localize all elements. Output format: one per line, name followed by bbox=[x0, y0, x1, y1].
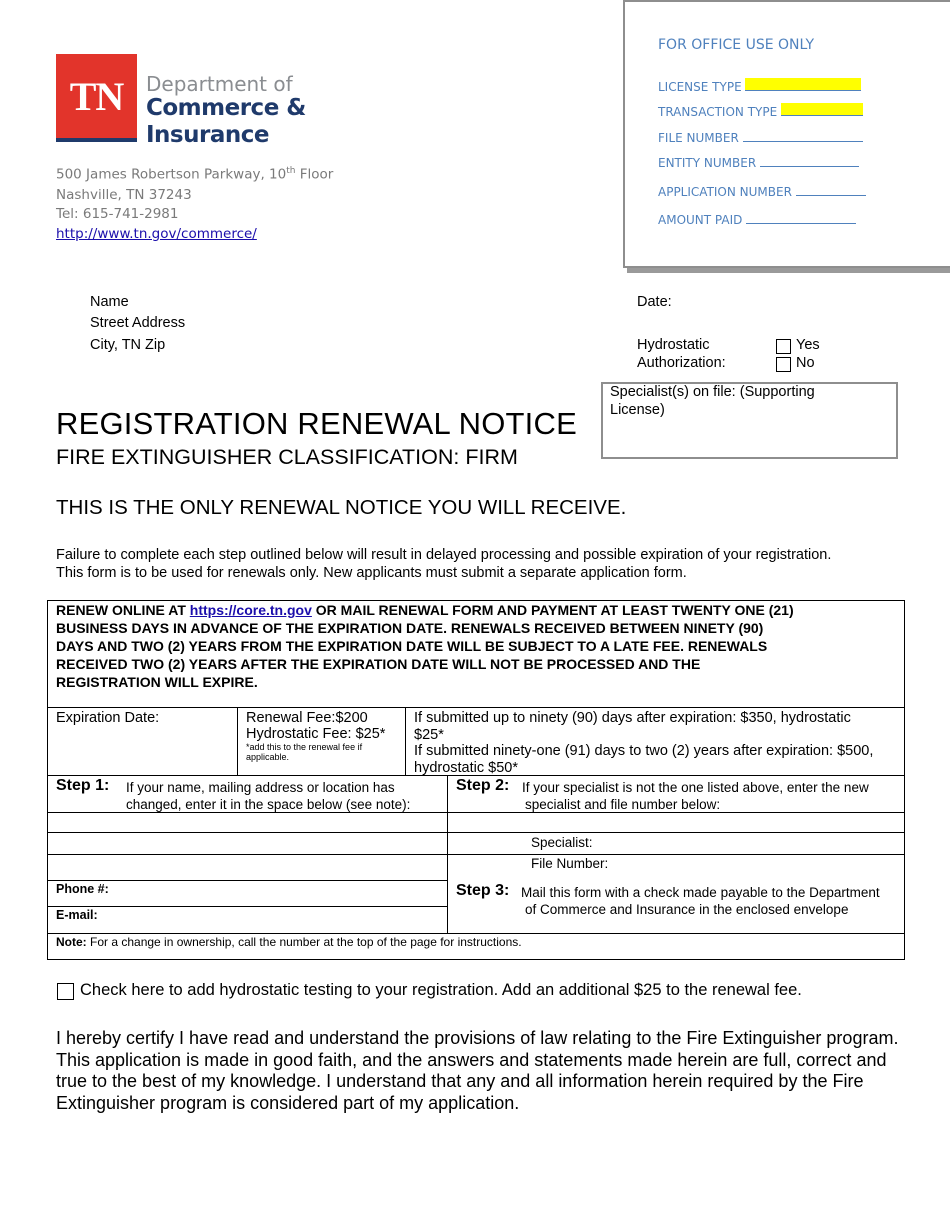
date-label: Date: bbox=[637, 294, 672, 310]
website-link[interactable]: http://www.tn.gov/commerce/ bbox=[56, 226, 257, 242]
late-fee-info: If submitted up to ninety (90) days after expiration: $350, hydrostatic $25* If submitted ninety-one (91) days to two (2) years after expiration: $500, hydrostatic $50* bbox=[414, 710, 874, 776]
recipient-name: Name bbox=[90, 294, 129, 310]
file-number-field: FILE NUMBER bbox=[658, 129, 863, 145]
step2-text-2: specialist and file number below: bbox=[525, 797, 721, 812]
hydro-auth-label-1: Hydrostatic bbox=[637, 337, 710, 353]
hydro-testing-label: Check here to add hydrostatic testing to your registration. Add an additional $25 to the renewal fee. bbox=[80, 981, 802, 999]
only-notice-heading: THIS IS THE ONLY RENEWAL NOTICE YOU WILL RECEIVE. bbox=[56, 496, 627, 519]
no-label: No bbox=[796, 355, 815, 371]
address-line1: 500 James Robertson Parkway, 10th Floor bbox=[56, 166, 334, 183]
hydro-auth-label-2: Authorization: bbox=[637, 355, 726, 371]
page-title: REGISTRATION RENEWAL NOTICE bbox=[56, 406, 577, 441]
renew-online-notice: RENEW ONLINE AT https://core.tn.gov OR MAIL RENEWAL FORM AND PAYMENT AT LEAST TWENTY ONE (21) BUSINESS DAYS IN ADVANCE OF THE EXPIRATION DATE. RENEWALS RECEIVED BETWEEN NINETY (90) DAYS AND TWO (2) YEARS FROM THE EXPIRATION DATE WILL BE SUBJECT TO A LATE FEE. RENEWALS RECEIVED TWO (2) YEARS AFTER THE EXPIRATION DATE WILL NOT BE PROCESSED AND THE REGISTRATION WILL EXPIRE. bbox=[56, 602, 794, 690]
failure-notice bbox=[56, 546, 831, 582]
license-type-field: LICENSE TYPE bbox=[658, 78, 861, 94]
file-number-input[interactable] bbox=[616, 855, 902, 879]
core-tn-link[interactable]: https://core.tn.gov bbox=[189, 602, 312, 618]
transaction-type-field: TRANSACTION TYPE bbox=[658, 103, 863, 119]
step1-label: Step 1: bbox=[56, 777, 110, 794]
file-number-label: File Number: bbox=[531, 856, 609, 871]
expiration-date-label: Expiration Date: bbox=[56, 710, 160, 726]
specialist-on-file-label-1: Specialist(s) on file: (Supporting bbox=[610, 384, 815, 400]
step2-text-1: If your specialist is not the one listed above, enter the new bbox=[522, 780, 869, 795]
application-number-field: APPLICATION NUMBER bbox=[658, 183, 866, 199]
email-input[interactable] bbox=[110, 907, 446, 932]
certification-statement: I hereby certify I have read and understand the provisions of law relating to the Fire Extinguisher program. This application is made in good faith, and the answers and statements made herein are full, correct and true to the best of my knowledge. I understand that any and all information herein required by the Fire Extinguisher program is considered part of my application. bbox=[56, 1028, 899, 1113]
step1-text-2: changed, enter it in the space below (see note): bbox=[126, 797, 411, 812]
office-use-title: FOR OFFICE USE ONLY bbox=[658, 37, 814, 53]
email-label: E-mail: bbox=[56, 908, 98, 922]
yes-label: Yes bbox=[796, 337, 820, 353]
specialist-label: Specialist: bbox=[531, 835, 593, 850]
dept-name-line2: Commerce & bbox=[146, 95, 306, 121]
ownership-note: Note: For a change in ownership, call the number at the top of the page for instructions. bbox=[56, 935, 522, 949]
name-change-input-2[interactable] bbox=[49, 833, 446, 853]
step3-label: Step 3: bbox=[456, 882, 510, 899]
logo-underline bbox=[56, 138, 137, 142]
step2-label: Step 2: bbox=[456, 777, 510, 794]
specialist-on-file-label-2: License) bbox=[610, 402, 665, 418]
recipient-city: City, TN Zip bbox=[90, 337, 166, 353]
name-change-input-1[interactable] bbox=[49, 813, 446, 831]
page-subtitle: FIRE EXTINGUISHER CLASSIFICATION: FIRM bbox=[56, 445, 518, 469]
failure-line-1: Failure to complete each step outlined below will result in delayed processing and possible expiration of your registration. bbox=[56, 547, 832, 563]
step3-text-1: Mail this form with a check made payable to the Department bbox=[521, 885, 880, 900]
recipient-street: Street Address bbox=[90, 315, 186, 331]
renewal-table bbox=[47, 600, 905, 960]
dept-name-line3: Insurance bbox=[146, 122, 269, 148]
step1-text-1: If your name, mailing address or location has bbox=[126, 780, 395, 795]
amount-paid-field: AMOUNT PAID bbox=[658, 211, 856, 227]
hydro-fee-note-1: *add this to the renewal fee if bbox=[246, 742, 363, 752]
name-change-input-3[interactable] bbox=[49, 855, 446, 879]
dept-name-line1: Department of bbox=[146, 72, 293, 96]
renewal-fee: Renewal Fee:$200 bbox=[246, 710, 368, 726]
phone-input[interactable] bbox=[118, 881, 446, 905]
specialist-input[interactable] bbox=[608, 833, 902, 853]
yes-checkbox[interactable] bbox=[776, 339, 791, 354]
hydro-testing-checkbox[interactable] bbox=[57, 983, 74, 1000]
step3-text-2: of Commerce and Insurance in the enclosed envelope bbox=[525, 902, 849, 917]
entity-number-field: ENTITY NUMBER bbox=[658, 154, 859, 170]
hydro-fee-note-2: applicable. bbox=[246, 752, 290, 762]
address-line2: Nashville, TN 37243 bbox=[56, 187, 192, 203]
no-checkbox[interactable] bbox=[776, 357, 791, 372]
failure-line-2: This form is to be used for renewals only. New applicants must submit a separate application form. bbox=[56, 565, 687, 581]
phone-number: Tel: 615-741-2981 bbox=[56, 206, 179, 222]
hydrostatic-fee: Hydrostatic Fee: $25* bbox=[246, 726, 386, 742]
phone-label: Phone #: bbox=[56, 882, 109, 896]
tn-logo: TN bbox=[56, 54, 137, 140]
